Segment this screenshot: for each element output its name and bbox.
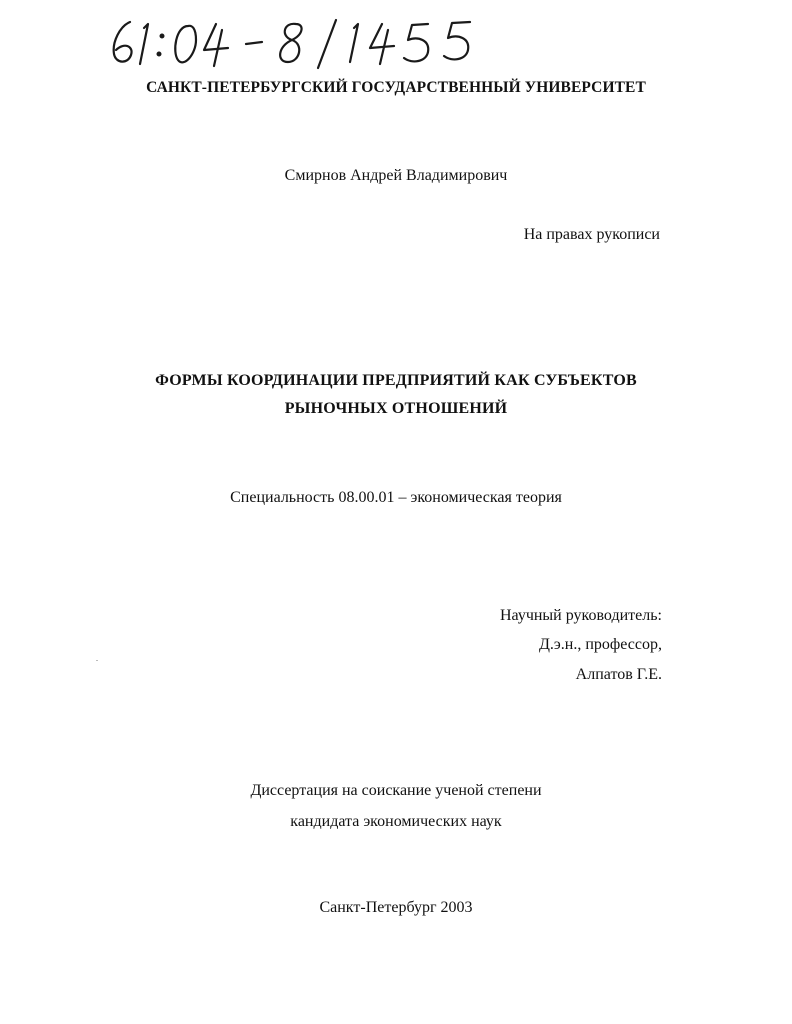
supervisor-name: Алпатов Г.Е. [575, 666, 662, 683]
dissertation-line-1: Диссертация на соискание ученой степени [250, 782, 542, 799]
speciality-line: Специальность 08.00.01 – экономическая теория [230, 489, 562, 506]
scan-speck [96, 660, 98, 661]
place-and-year: Санкт-Петербург 2003 [319, 899, 473, 916]
handwritten-archive-number [100, 10, 480, 70]
university-name: САНКТ-ПЕТЕРБУРГСКИЙ ГОСУДАРСТВЕННЫЙ УНИВЕРСИТЕТ [146, 79, 646, 96]
manuscript-rights-note: На правах рукописи [523, 226, 660, 243]
supervisor-label: Научный руководитель: [499, 607, 662, 624]
dissertation-line-2: кандидата экономических наук [290, 813, 502, 830]
author-name: Смирнов Андрей Владимирович [284, 167, 508, 184]
thesis-title-line-2: РЫНОЧНЫХ ОТНОШЕНИЙ [284, 400, 508, 417]
thesis-title-line-1: ФОРМЫ КООРДИНАЦИИ ПРЕДПРИЯТИЙ КАК СУБЪЕКТОВ [155, 372, 637, 389]
supervisor-degree: Д.э.н., профессор, [539, 636, 662, 653]
